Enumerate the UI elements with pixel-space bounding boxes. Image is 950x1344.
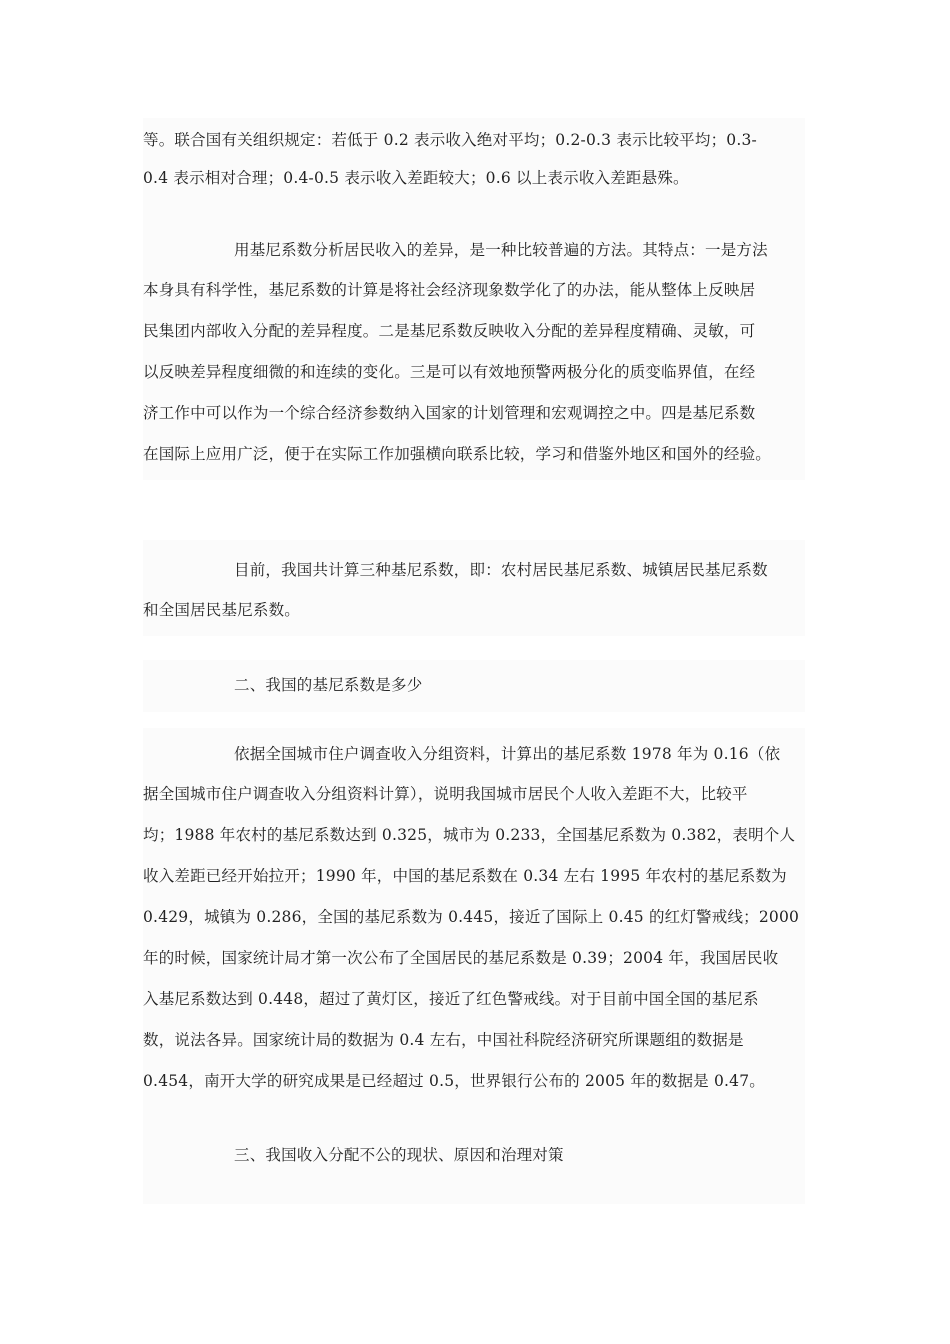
section-heading-2	[143, 660, 805, 712]
text-line: 年的时候，国家统计局才第一次公布了全国居民的基尼系数是 0.39；2004 年，我国居民收	[143, 949, 779, 967]
text-line: 均；1988 年农村的基尼系数达到 0.325，城市为 0.233，全国基尼系数为 0.382，表明个人	[143, 826, 796, 844]
text-line: 0.4 表示相对合理；0.4-0.5 表示收入差距较大；0.6 以上表示收入差距悬殊。	[143, 169, 689, 187]
text-line: 济工作中可以作为一个综合经济参数纳入国家的计划管理和宏观调控之中。四是基尼系数	[143, 404, 756, 422]
text-line: 和全国居民基尼系数。	[143, 601, 301, 619]
text-line: 目前，我国共计算三种基尼系数，即：农村居民基尼系数、城镇居民基尼系数	[234, 561, 768, 579]
paragraph-features	[143, 198, 805, 480]
text-line: 数，说法各异。国家统计局的数据为 0.4 左右，中国社科院经济研究所课题组的数据是	[143, 1031, 744, 1049]
paragraph-gini-values	[143, 728, 805, 1112]
section-title: 二、我国的基尼系数是多少	[234, 676, 423, 694]
text-line: 本身具有科学性，基尼系数的计算是将社会经济现象数学化了的办法，能从整体上反映居	[143, 281, 756, 299]
text-line: 依据全国城市住户调查收入分组资料，计算出的基尼系数 1978 年为 0.16（依	[234, 745, 781, 763]
text-line: 0.454，南开大学的研究成果是已经超过 0.5，世界银行公布的 2005 年的数据是 0.47。	[143, 1072, 765, 1090]
text-line: 入基尼系数达到 0.448，超过了黄灯区，接近了红色警戒线。对于目前中国全国的基尼系	[143, 990, 759, 1008]
text-line: 民集团内部收入分配的差异程度。二是基尼系数反映收入分配的差异程度精确、灵敏，可	[143, 322, 756, 340]
text-line: 等。联合国有关组织规定：若低于 0.2 表示收入绝对平均；0.2-0.3 表示比较平均；0.3-	[143, 131, 757, 149]
text-line: 用基尼系数分析居民收入的差异，是一种比较普遍的方法。其特点：一是方法	[234, 241, 768, 259]
section-title: 三、我国收入分配不公的现状、原因和治理对策	[234, 1146, 564, 1164]
text-line: 以反映差异程度细微的和连续的变化。三是可以有效地预警两极分化的质变临界值，在经	[143, 363, 756, 381]
text-line: 收入差距已经开始拉开；1990 年，中国的基尼系数在 0.34 左右 1995 年农村的基尼系数为	[143, 867, 787, 885]
paragraph-ratings	[143, 118, 805, 198]
text-line: 据全国城市住户调查收入分组资料计算），说明我国城市居民个人收入差距不大，比较平	[143, 785, 748, 803]
section-heading-3	[143, 1112, 805, 1204]
paragraph-three-coefficients	[143, 540, 805, 636]
text-line: 0.429，城镇为 0.286，全国的基尼系数为 0.445，接近了国际上 0.45 的红灯警戒线；2000	[143, 908, 800, 926]
text-line: 在国际上应用广泛，便于在实际工作加强横向联系比较，学习和借鉴外地区和国外的经验。	[143, 445, 772, 463]
